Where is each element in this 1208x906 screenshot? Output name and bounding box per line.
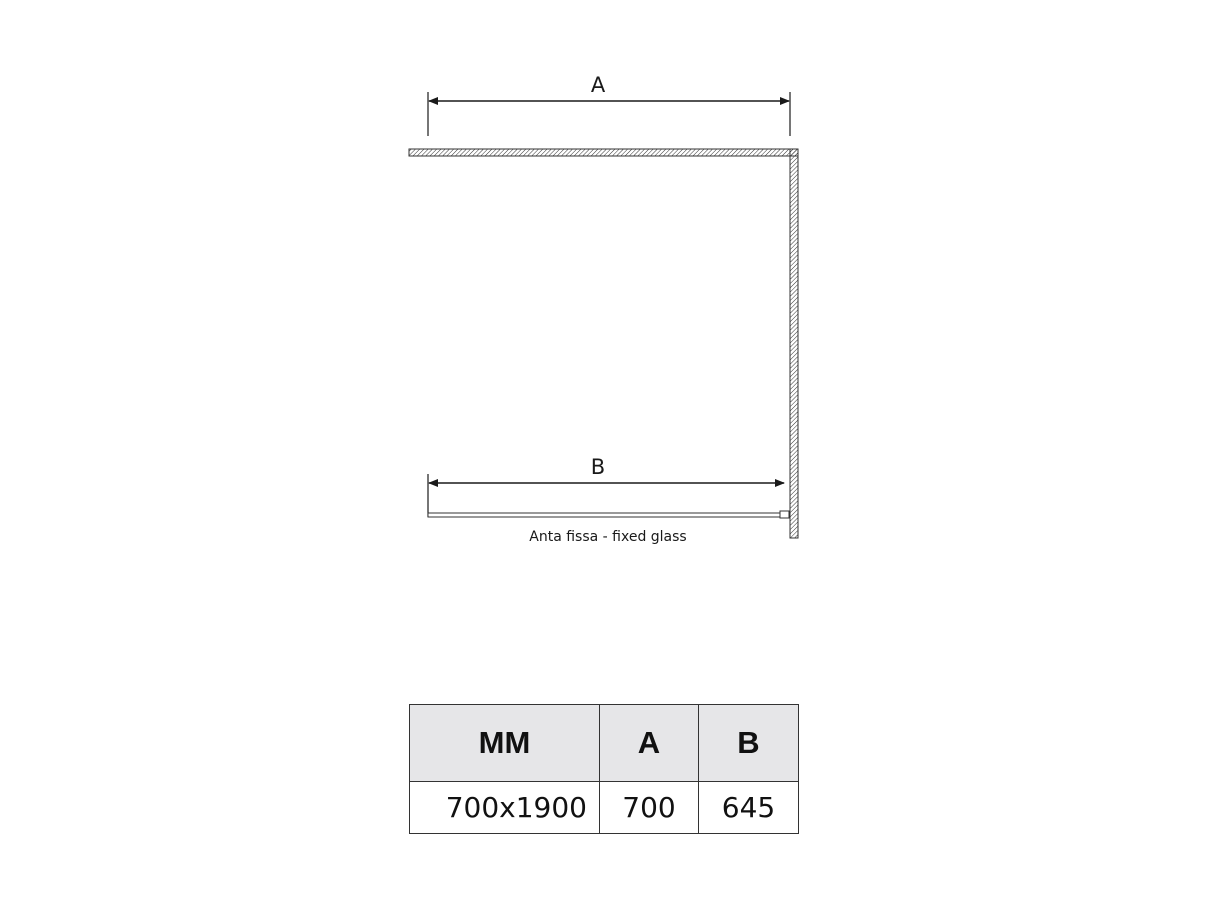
header-mm: MM: [410, 705, 600, 782]
wall-bracket: [780, 511, 789, 518]
glass-pane: [428, 513, 780, 517]
table-row: [410, 782, 799, 834]
right-wall: [790, 149, 798, 538]
dimension-b-label: B: [590, 455, 606, 479]
glass-caption: Anta fissa - fixed glass: [529, 529, 687, 545]
table-header-row: [410, 705, 799, 782]
top-wall: [409, 149, 798, 156]
dimension-a-label: A: [590, 73, 606, 97]
cell-b: 645: [699, 782, 799, 834]
cell-a: 700: [600, 782, 699, 834]
header-b: B: [699, 705, 799, 782]
dimension-b: [428, 455, 784, 517]
header-a: A: [600, 705, 699, 782]
dimensions-table: [409, 704, 799, 834]
dimension-a: [428, 73, 790, 136]
cell-size: 700x1900: [410, 782, 600, 834]
fixed-glass-panel: [428, 511, 789, 518]
